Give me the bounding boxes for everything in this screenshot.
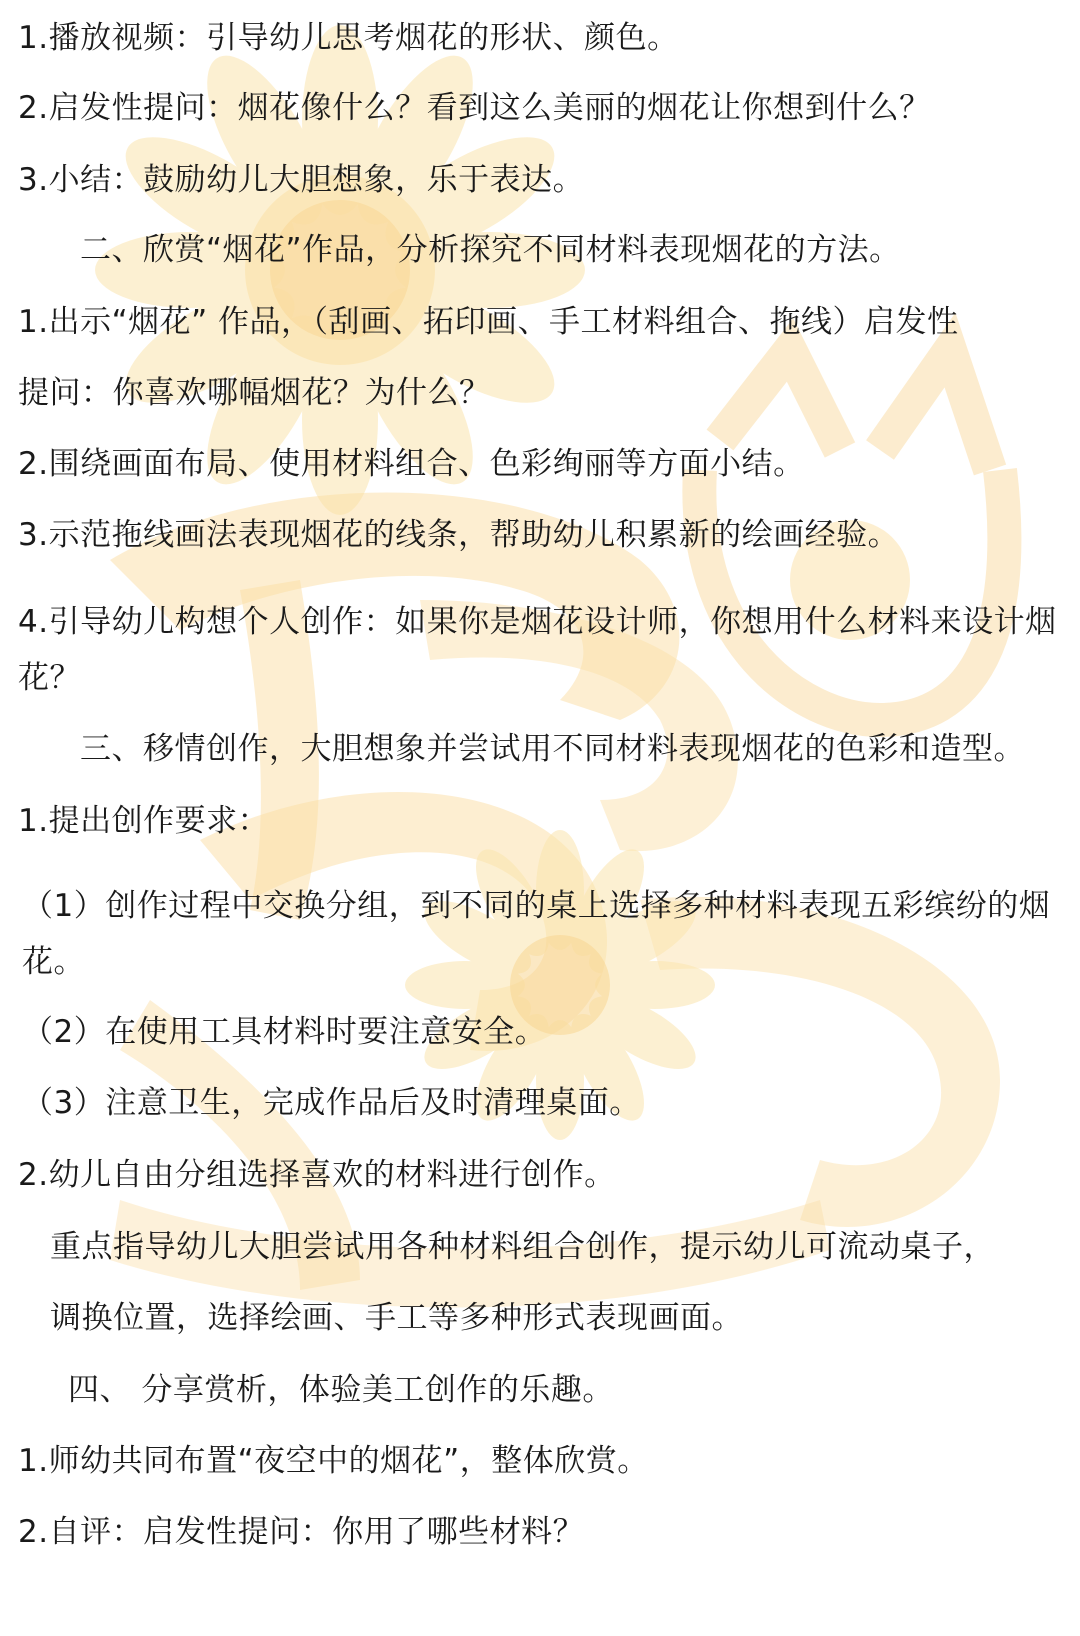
doc-line-1: 1.播放视频：引导幼儿思考烟花的形状、颜色。 <box>18 20 679 56</box>
doc-line-6: 提问：你喜欢哪幅烟花？为什么？ <box>18 375 491 411</box>
doc-line-20: 2.自评：启发性提问：你用了哪些材料？ <box>18 1514 585 1550</box>
doc-line-5: 1.出示“烟花” 作品，（刮画、拓印画、手工材料组合、拖线）启发性 <box>18 304 959 340</box>
doc-line-11: 1.提出创作要求： <box>18 803 270 839</box>
doc-line-16: 重点指导幼儿大胆尝试用各种材料组合创作，提示幼儿可流动桌子， <box>50 1229 995 1265</box>
doc-line-17: 调换位置，选择绘画、手工等多种形式表现画面。 <box>50 1300 743 1336</box>
doc-line-19: 1.师幼共同布置“夜空中的烟花”，整体欣赏。 <box>18 1443 649 1479</box>
doc-line-14: （3）注意卫生，完成作品后及时清理桌面。 <box>22 1085 641 1121</box>
doc-line-8: 3.示范拖线画法表现烟花的线条，帮助幼儿积累新的绘画经验。 <box>18 517 900 553</box>
doc-line-9: 4.引导幼儿构想个人创作：如果你是烟花设计师，你想用什么材料来设计烟花？ <box>18 604 1057 696</box>
doc-line-3: 3.小结：鼓励幼儿大胆想象，乐于表达。 <box>18 162 585 198</box>
doc-line-2: 2.启发性提问：烟花像什么？看到这么美丽的烟花让你想到什么？ <box>18 90 931 126</box>
doc-line-15: 2.幼儿自由分组选择喜欢的材料进行创作。 <box>18 1157 616 1193</box>
section-heading-3: 三、移情创作，大胆想象并尝试用不同材料表现烟花的色彩和造型。 <box>80 731 1025 767</box>
section-heading-4: 四、 分享赏析，体验美工创作的乐趣。 <box>68 1372 614 1408</box>
doc-line-7: 2.围绕画面布局、使用材料组合、色彩绚丽等方面小结。 <box>18 446 805 482</box>
section-heading-2: 二、欣赏“烟花”作品，分析探究不同材料表现烟花的方法。 <box>80 232 901 268</box>
doc-line-12: （1）创作过程中交换分组，到不同的桌上选择多种材料表现五彩缤纷的烟花。 <box>22 888 1051 980</box>
doc-line-13: （2）在使用工具材料时要注意安全。 <box>22 1014 547 1050</box>
